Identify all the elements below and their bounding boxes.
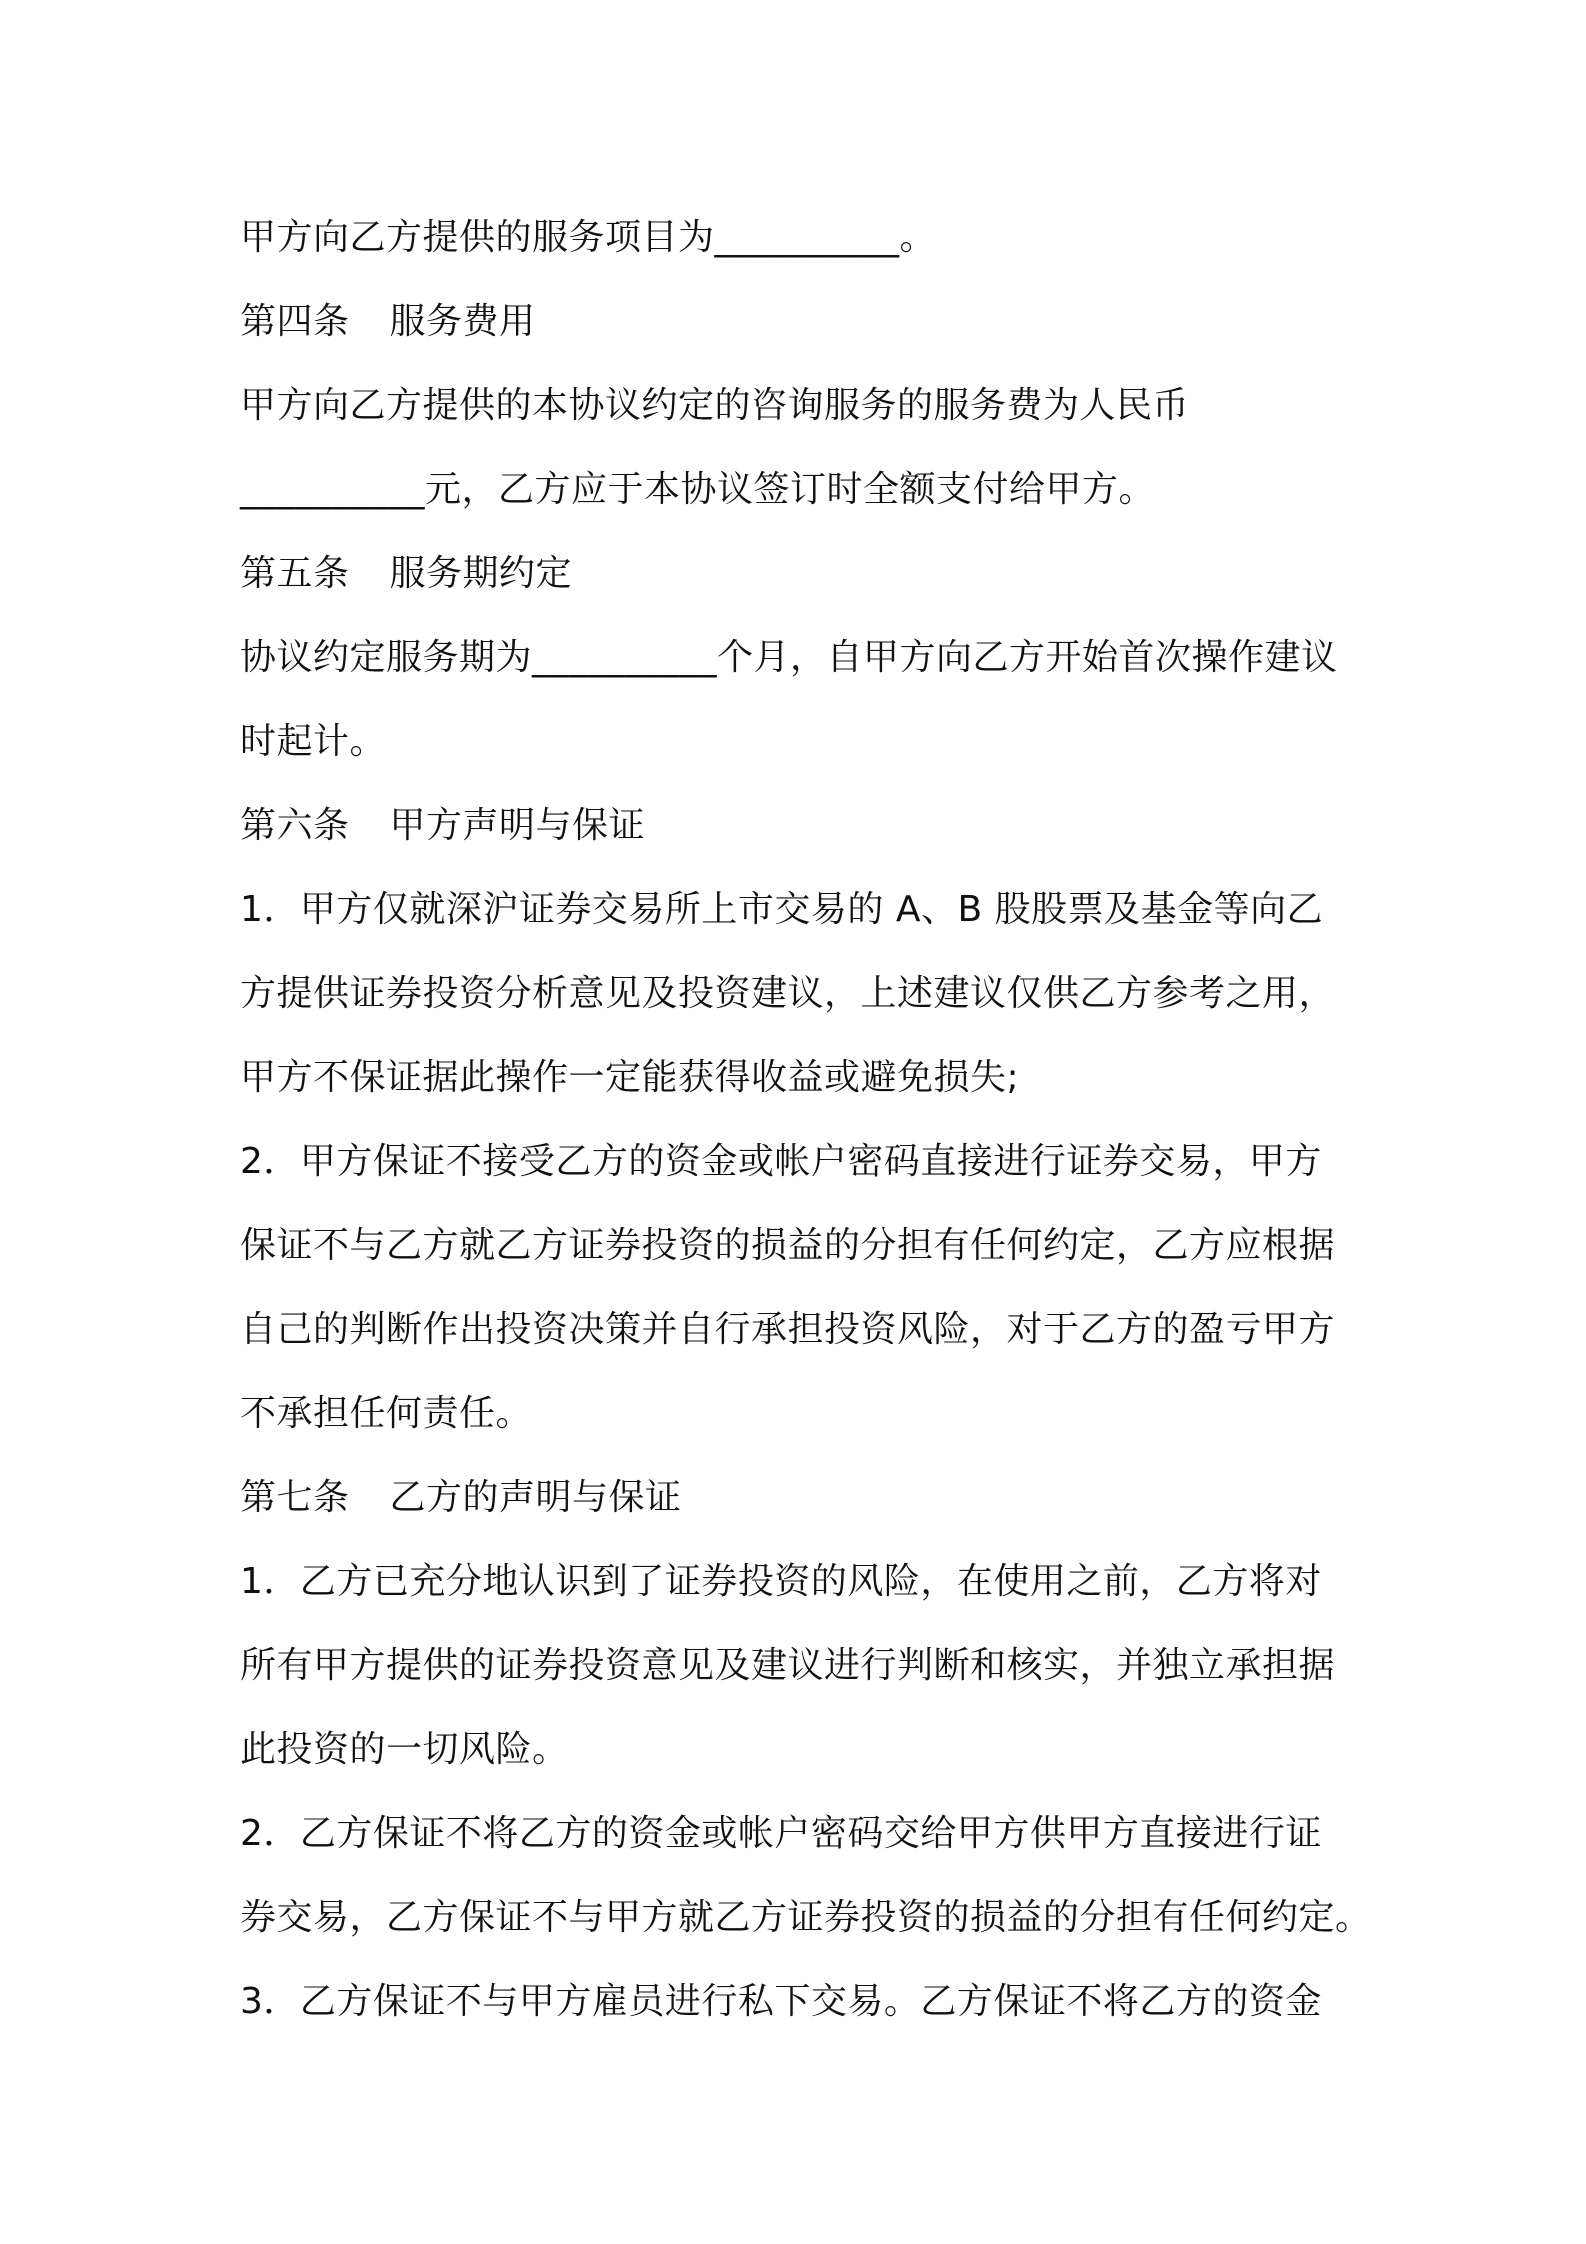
paragraph-line: 甲方向乙方提供的服务项目为__________。	[240, 217, 937, 258]
article-title: 乙方的声明与保证	[389, 1477, 682, 1518]
article-title: 服务期约定	[389, 553, 573, 594]
document-body	[240, 196, 1370, 2044]
article-number: 第六条	[240, 805, 350, 846]
article-heading-5	[240, 532, 1370, 616]
paragraph-line: 2．乙方保证不将乙方的资金或帐户密码交给甲方供甲方直接进行证	[240, 1813, 1322, 1854]
article-heading-6	[240, 784, 1370, 868]
paragraph-line: 甲方向乙方提供的本协议约定的咨询服务的服务费为人民币	[240, 385, 1190, 426]
article-heading-7	[240, 1456, 1370, 1540]
paragraph-line: 此投资的一切风险。	[240, 1729, 569, 1770]
paragraph-line: 2．甲方保证不接受乙方的资金或帐户密码直接进行证券交易，甲方	[240, 1141, 1322, 1182]
article-number: 第七条	[240, 1477, 350, 1518]
paragraph-line: 甲方不保证据此操作一定能获得收益或避免损失;	[240, 1057, 1020, 1098]
paragraph-line: 时起计。	[240, 721, 387, 762]
paragraph-line: 1．甲方仅就深沪证券交易所上市交易的 A、B 股股票及基金等向乙	[240, 889, 1324, 930]
paragraph-line: 保证不与乙方就乙方证券投资的损益的分担有任何约定，乙方应根据	[240, 1225, 1336, 1266]
article-number: 第四条	[240, 301, 350, 342]
paragraph-line: 所有甲方提供的证券投资意见及建议进行判断和核实，并独立承担据	[240, 1645, 1336, 1686]
paragraph-line: 3．乙方保证不与甲方雇员进行私下交易。乙方保证不将乙方的资金	[240, 1981, 1322, 2022]
paragraph-line: 1．乙方已充分地认识到了证券投资的风险，在使用之前，乙方将对	[240, 1561, 1322, 1602]
article-number: 第五条	[240, 553, 350, 594]
article-title: 甲方声明与保证	[389, 805, 646, 846]
paragraph-line: 方提供证券投资分析意见及投资建议，上述建议仅供乙方参考之用，	[240, 973, 1336, 1014]
paragraph-line: 协议约定服务期为__________个月，自甲方向乙方开始首次操作建议	[240, 637, 1338, 678]
article-title: 服务费用	[389, 301, 536, 342]
paragraph-line: 券交易，乙方保证不与甲方就乙方证券投资的损益的分担有任何约定。	[240, 1897, 1372, 1938]
paragraph-line: 不承担任何责任。	[240, 1393, 533, 1434]
article-heading-4	[240, 280, 1370, 364]
paragraph-line: 自己的判断作出投资决策并自行承担投资风险，对于乙方的盈亏甲方	[240, 1309, 1336, 1350]
paragraph-line: __________元，乙方应于本协议签订时全额支付给甲方。	[240, 469, 1156, 510]
